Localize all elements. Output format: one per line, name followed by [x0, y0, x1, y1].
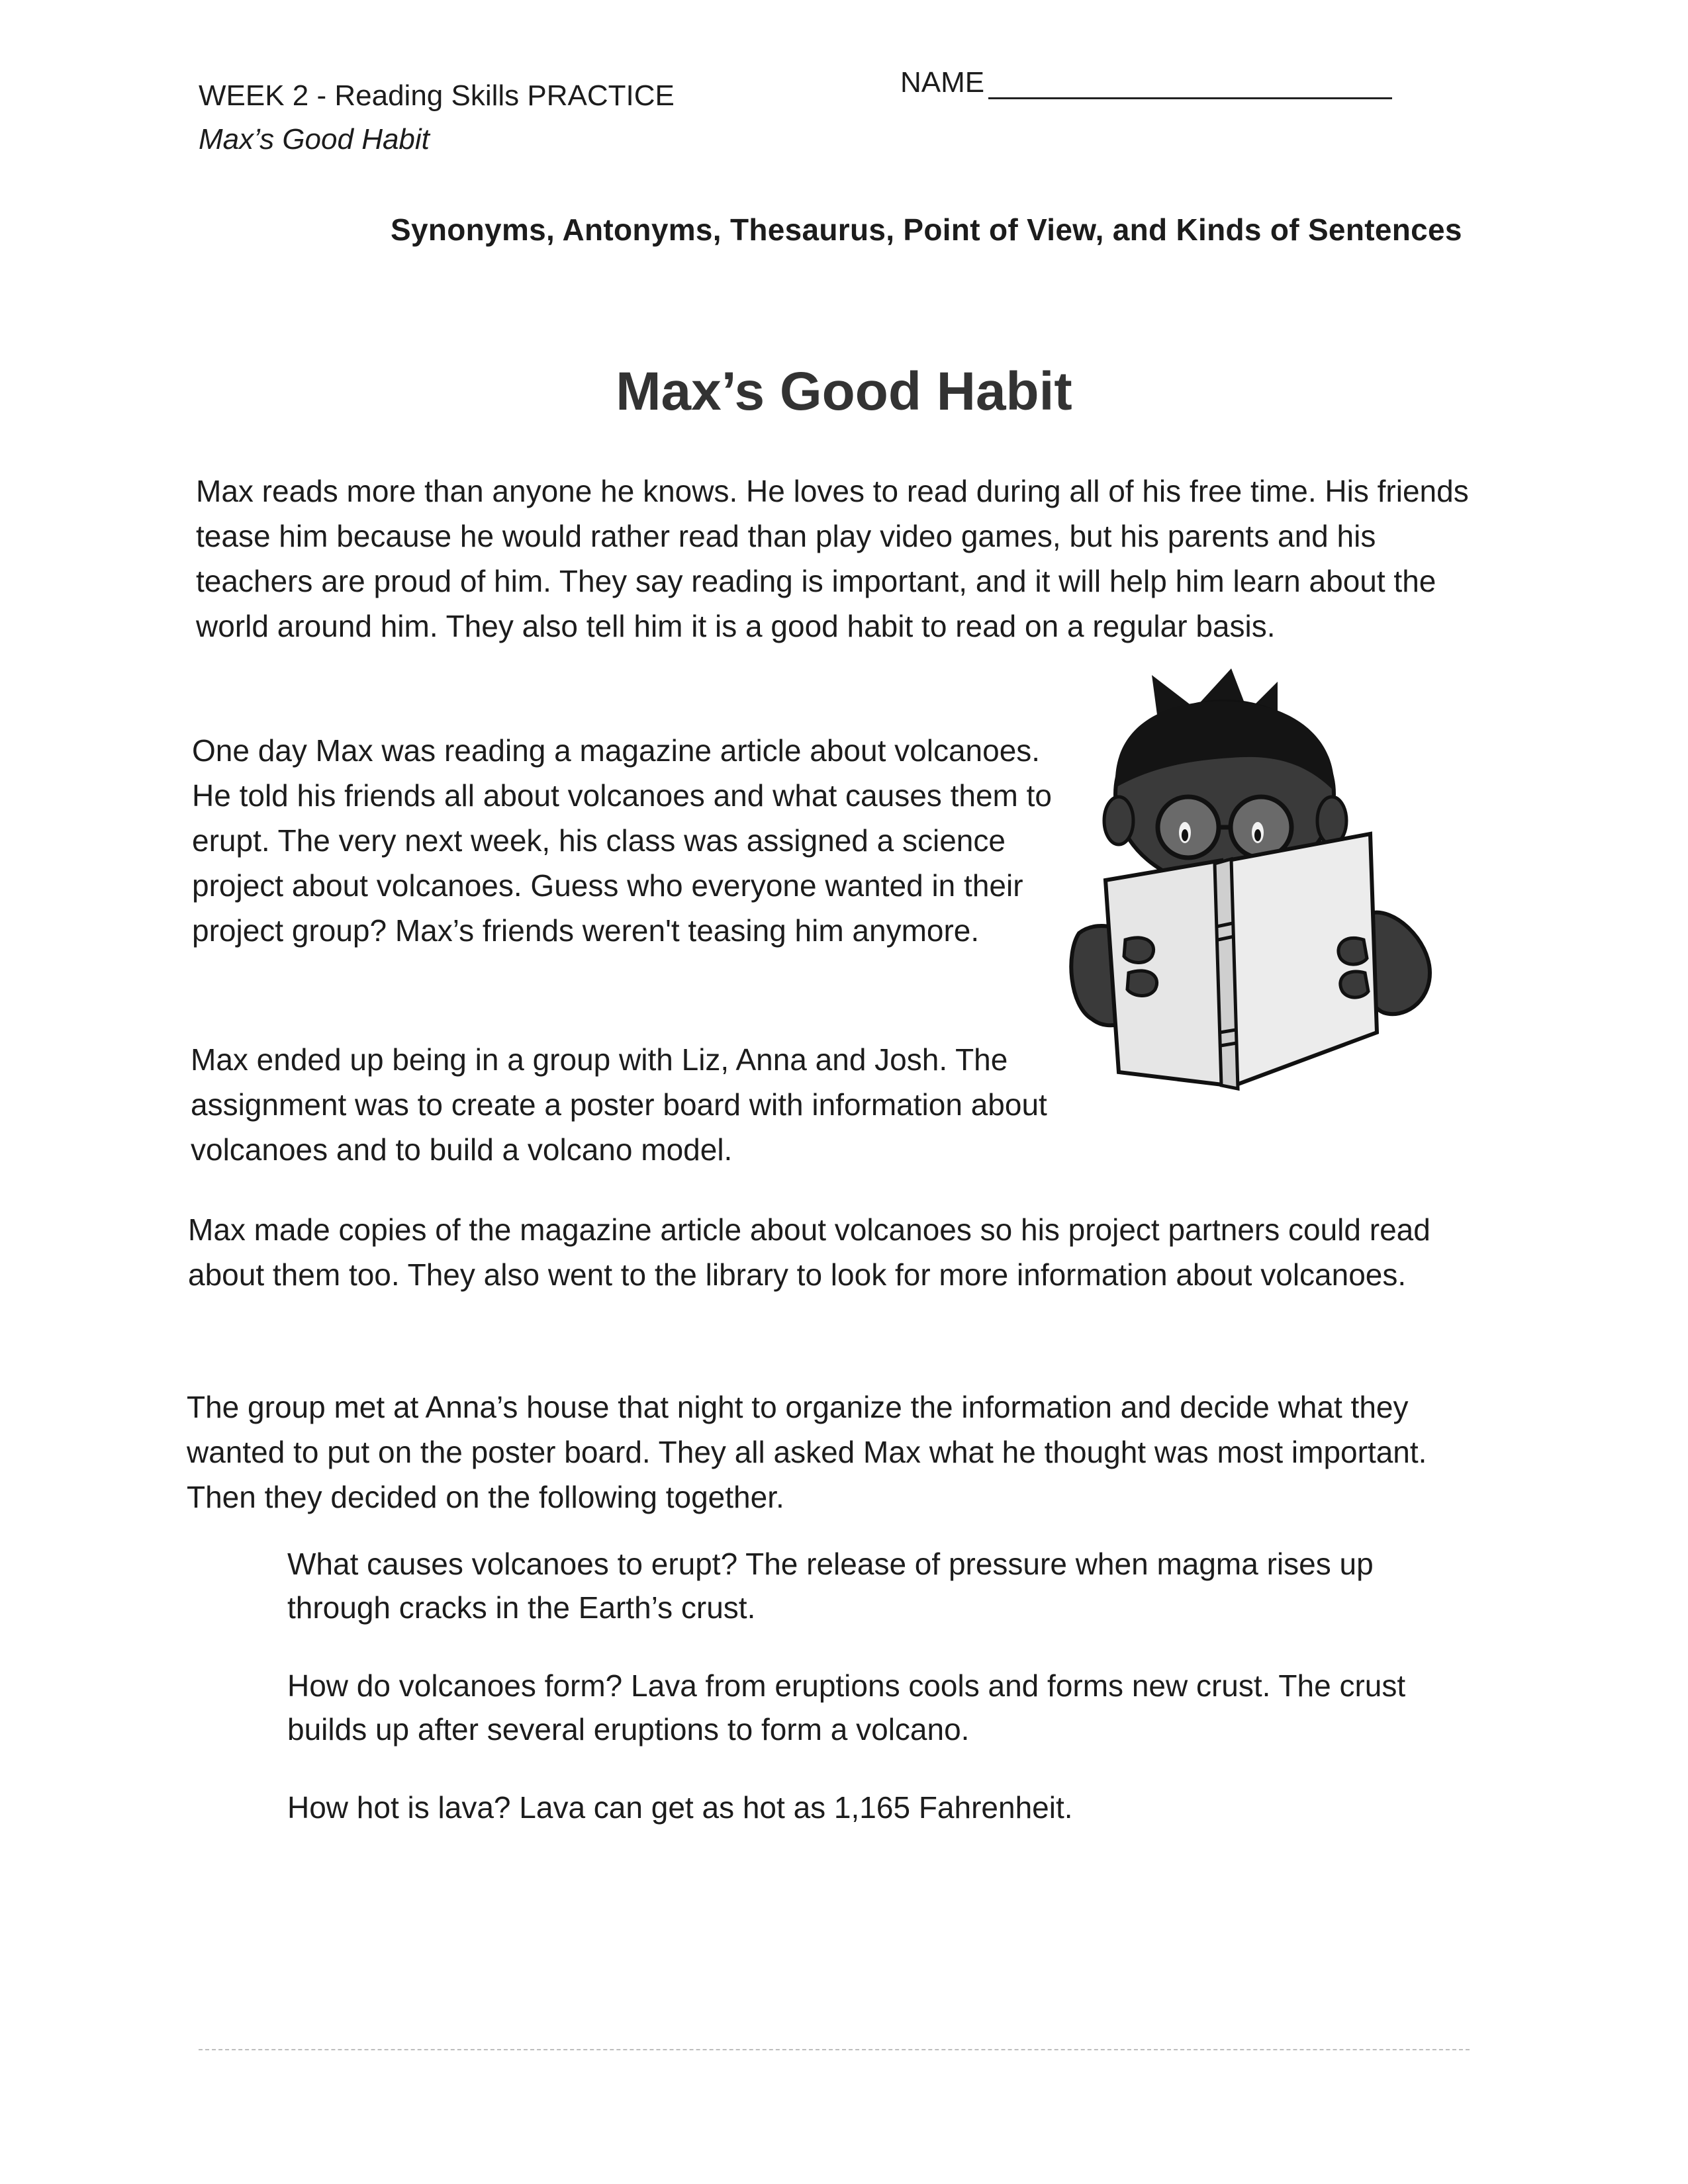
paragraph-3: Max ended up being in a group with Liz, Anna and Josh. The assignment was to create a poster board with information about volcanoes and to build a volcano model.	[191, 1042, 1047, 1167]
boy-reading-book-icon	[1059, 662, 1456, 1112]
paragraph-4: Max made copies of the magazine article about volcanoes so his project partners could read about them too. They also went to the library to look for more information about volcanoes.	[188, 1212, 1430, 1292]
page-title: Max’s Good Habit	[616, 361, 1072, 422]
name-blank-line[interactable]	[988, 68, 1392, 99]
scan-divider	[199, 2049, 1470, 2050]
name-label: NAME	[900, 66, 985, 99]
facts-list	[287, 1542, 1479, 1864]
paragraph-1: Max reads more than anyone he knows. He loves to read during all of his free time. His friends tease him because he would rather read than play video games, but his parents and his teachers are proud of him. They say reading is important, and it will help him learn about the world around him. They also tell him it is a good habit to read on a regular basis.	[196, 474, 1469, 643]
worksheet-header	[199, 74, 675, 161]
name-field[interactable]	[900, 66, 1392, 99]
skills-heading: Synonyms, Antonyms, Thesaurus, Point of View, and Kinds of Sentences	[391, 212, 1462, 247]
fact-item: What causes volcanoes to erupt? The release of pressure when magma rises up through cracks in the Earth’s crust.	[287, 1547, 1374, 1625]
fact-item: How hot is lava? Lava can get as hot as 1,165 Fahrenheit.	[287, 1790, 1073, 1825]
fact-item: How do volcanoes form? Lava from eruptions cools and forms new crust. The crust builds up after several eruptions to form a volcano.	[287, 1668, 1406, 1747]
story-subtitle: Max’s Good Habit	[199, 123, 430, 156]
paragraph-2: One day Max was reading a magazine article about volcanoes. He told his friends all about volcanoes and what causes them to erupt. The very next week, his class was assigned a science project about volcanoes. Guess who everyone wanted in their project group? Max’s friends weren't teasing him anymore.	[192, 733, 1052, 948]
week-label: WEEK 2 - Reading Skills PRACTICE	[199, 79, 675, 112]
paragraph-5: The group met at Anna’s house that night to organize the information and decide what they wanted to put on the poster board. They all asked Max what he thought was most important. Then they decided on the following together.	[187, 1390, 1427, 1514]
